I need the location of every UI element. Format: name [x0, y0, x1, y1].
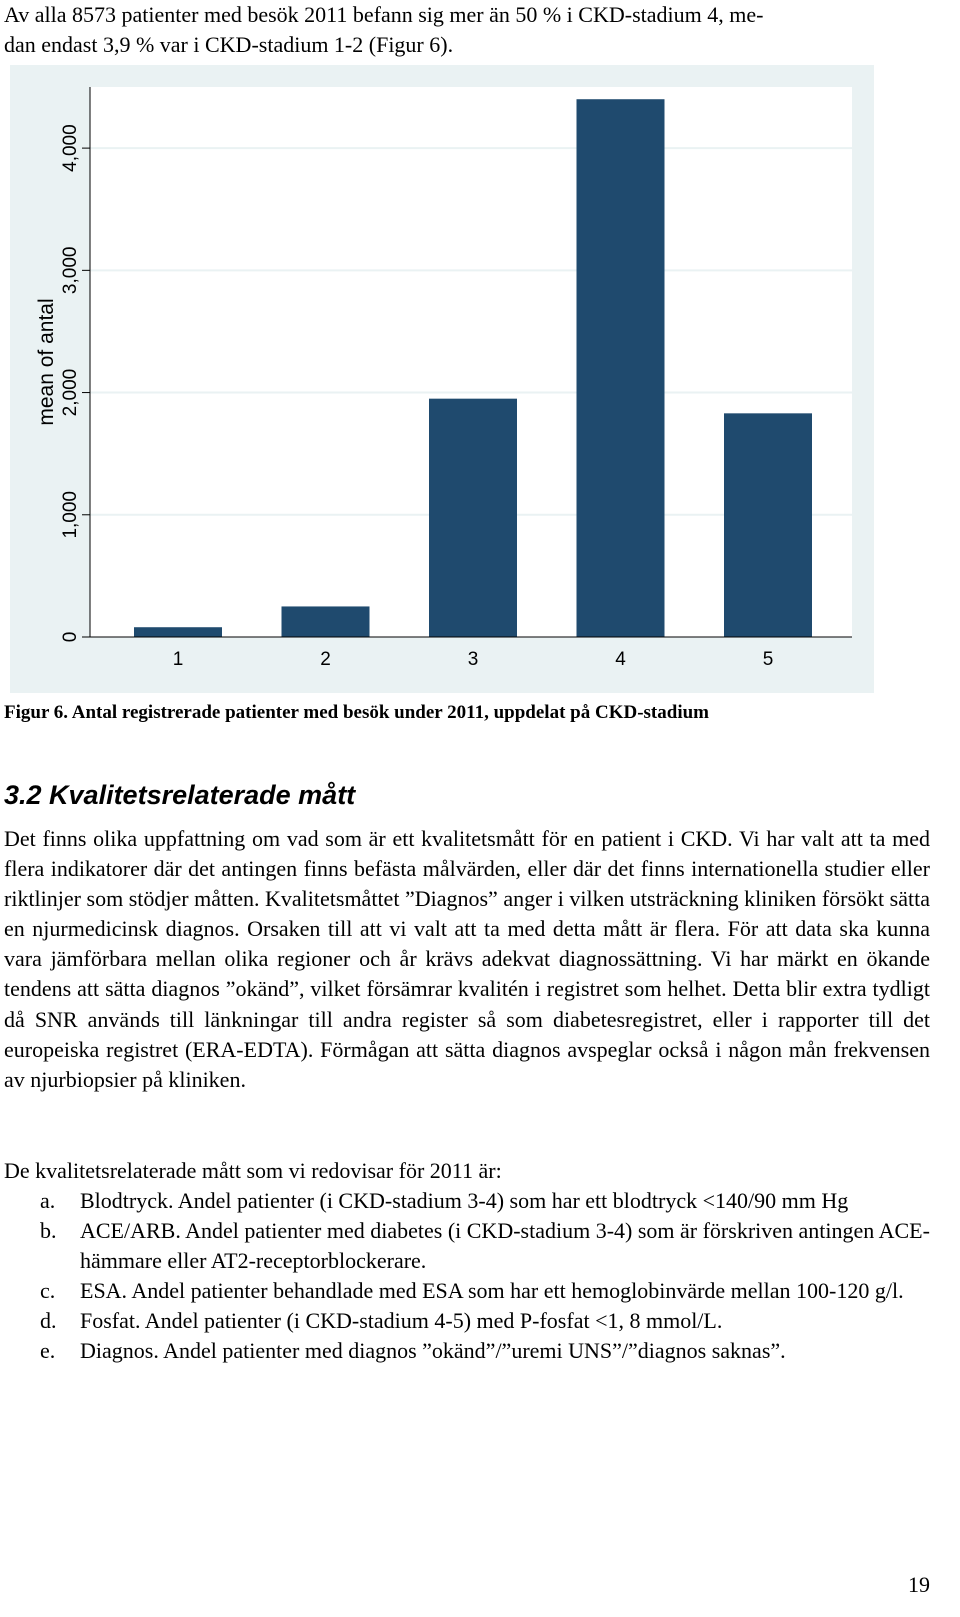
list-item: [4, 1306, 934, 1336]
section-title: 3.2 Kvalitetsrelaterade mått: [4, 780, 356, 810]
list-marker: c.: [40, 1278, 56, 1303]
x-tick-label: 3: [467, 649, 479, 670]
bar-2: [282, 606, 370, 637]
list-item-text: Fosfat. Andel patienter (i CKD-stadium 4-5) med P-fosfat <1, 8 mmol/L.: [80, 1308, 723, 1333]
y-tick-label: 0: [60, 631, 81, 643]
intro-line-2: dan endast 3,9 % var i CKD-stadium 1-2 (Figur 6).: [4, 32, 454, 57]
list-marker: b.: [40, 1218, 57, 1243]
y-tick-label: 3,000: [60, 246, 81, 295]
page-number: 19: [908, 1572, 930, 1597]
quality-measures-list: [4, 1186, 934, 1366]
bar-3: [429, 399, 517, 637]
figure-caption: Figur 6. Antal registrerade patienter med besök under 2011, uppdelat på CKD-stadium: [4, 702, 709, 723]
bar-5: [724, 413, 812, 637]
y-tick-label: 1,000: [60, 491, 81, 539]
list-intro: De kvalitetsrelaterade mått som vi redovisar för 2011 är:: [4, 1158, 502, 1183]
list-item-text: Blodtryck. Andel patienter (i CKD-stadium 3-4) som har ett blodtryck <140/90 mm Hg: [80, 1188, 849, 1213]
y-tick-label: 4,000: [60, 124, 81, 172]
bar-1: [134, 627, 222, 637]
list-item-text: ACE/ARB. Andel patienter med diabetes (i CKD-stadium 3-4) som är förskriven antingen ACE-hämmare eller AT2-receptorblockerare.: [80, 1218, 930, 1273]
intro-line-1: Av alla 8573 patienter med besök 2011 befann sig mer än 50 % i CKD-stadium 4, me-: [4, 2, 764, 27]
list-item: [4, 1336, 934, 1366]
list-item: [4, 1276, 934, 1306]
x-tick-label: 1: [172, 649, 184, 670]
list-item: [4, 1186, 934, 1216]
chart-svg: [10, 65, 874, 693]
intro-text: [4, 0, 934, 60]
list-item-text: Diagnos. Andel patienter med diagnos ”okänd”/”uremi UNS”/”diagnos saknas”.: [80, 1338, 786, 1363]
y-tick-label: 2,000: [60, 368, 81, 417]
list-item-text: ESA. Andel patienter behandlade med ESA som har ett hemoglobinvärde mellan 100-120 g/l.: [80, 1278, 904, 1303]
bar-chart: [10, 65, 874, 693]
x-tick-label: 4: [615, 649, 626, 670]
section-paragraph: Det finns olika uppfattning om vad som är ett kvalitetsmått för en patient i CKD. Vi har valt att ta med flera indikatorer där det antingen finns befästa målvärden, eller där det finns internationella studier eller riktlinjer som stödjer måtten. Kvalitetsmåttet ”Diagnos” anger i vilken utsträckning kliniken försökt sätta en njurmedicinsk diagnos. Orsaken till att vi valt att ta med detta mått är flera. För att data ska kunna vara jämförbara mellan olika regioner och år krävs adekvat diagnossättning. Vi har märkt en ökande tendens att sätta diagnos ”okänd”, vilket försämrar kvalitén i registret som helhet. Detta blir extra tydligt då SNR används till länkningar till andra register så som diabetesregistret, eller i rapporter till det europeiska registret (ERA-EDTA). Förmågan att sätta diagnos avspeglar också i någon mån frekvensen av njurbiopsier på kliniken.: [4, 826, 930, 1092]
x-tick-label: 2: [320, 649, 331, 670]
list-marker: d.: [40, 1308, 57, 1333]
list-marker: a.: [40, 1188, 56, 1213]
bar-4: [577, 99, 665, 637]
x-tick-label: 5: [762, 649, 774, 670]
y-axis-label: mean of antal: [35, 298, 58, 426]
list-marker: e.: [40, 1338, 56, 1363]
list-item: [4, 1216, 934, 1276]
